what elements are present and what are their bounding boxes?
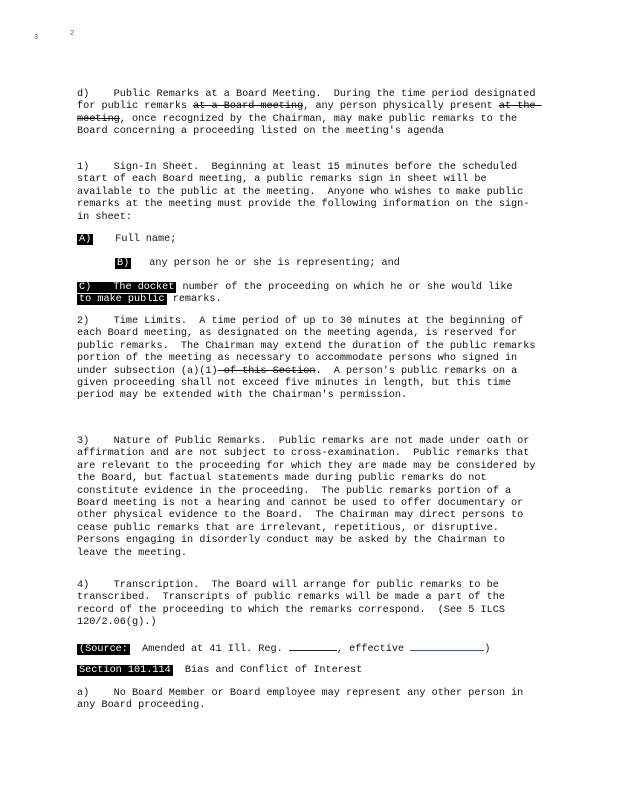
struck-text: at the meeting	[77, 101, 542, 125]
redacted-marker: B)	[117, 258, 130, 269]
list-item-a: A) Full name;	[79, 234, 177, 245]
margin-mark: 3	[34, 34, 39, 42]
paragraph-time-limits: 2) Time Limits. A time period of up to 30 minutes at the beginning of each Board meeting, as designated on the meeting agenda, is reserved for public remarks. The Chairman may extend the duration of the public remarks portion of the meeting as necessary to accommodate persons who signed in under subsection (a)(1) of this Section. A person's public remarks on a given proceeding shall not exceed five minutes in length, but this time period may be extended with the Chairman's permission.	[77, 316, 542, 402]
paragraph-nature-of-remarks: 3) Nature of Public Remarks. Public remarks are not made under oath or affirmation and are not subject to cross-examination. Public remarks that are relevant to the proceeding for which they are made may be considered by the Board, but factual statements made during public remarks do not constitute evidence in the proceeding. The public remarks portion of a Board meeting is not a hearing and cannot be used to offer documentary or other physical evidence to the Board. The Chairman may direct persons to cease public remarks that are irrelevant, repetitious, or disruptive. Persons engaging in disorderly conduct may be asked by the Chairman to leave the meeting.	[77, 436, 542, 559]
redacted-marker: A)	[79, 234, 92, 245]
redacted-text: The docket	[93, 282, 176, 293]
paragraph-d: d) Public Remarks at a Board Meeting. During the time period designated for public remarks at a Board meeting, any person physically present at the meeting, once recognized by the Chairman, may make public remarks to the Board concerning a proceeding listed on the meeting's agenda	[77, 89, 542, 138]
section-heading: Section 101.114 Bias and Conflict of Interest	[79, 665, 363, 676]
source-label: (Source:	[79, 644, 128, 655]
struck-text: of this Section	[217, 365, 316, 377]
list-item-b: B) any person he or she is representing; and	[117, 258, 400, 269]
paragraph-transcription: 4) Transcription. The Board will arrange for public remarks to be transcribed. Transcripts of public remarks will be made a part of the record of the proceeding to which the remarks correspond. (See 5 ILCS 120/2.06(g).)	[77, 580, 512, 629]
blank-line	[289, 641, 337, 651]
blank-line	[410, 641, 484, 651]
cross-reference: subsection (a)(1)	[113, 365, 218, 377]
source-note: (Source: Amended at 41 Ill. Reg. , effective )	[77, 641, 490, 655]
list-item-c: C) The docket number of the proceeding on which he or she would like to make public remarks.	[79, 282, 513, 306]
section-number: Section 101.114	[79, 665, 171, 676]
struck-text: at a Board meeting	[193, 101, 304, 113]
redacted-marker: C)	[79, 282, 92, 293]
paragraph-a-representation: a) No Board Member or Board employee may represent any other person in any Board proceeding.	[77, 688, 530, 712]
margin-mark: 2	[70, 30, 75, 38]
paragraph-sign-in-sheet: 1) Sign-In Sheet. Beginning at least 15 minutes before the scheduled start of each Board meeting, a public remarks sign in sheet will be available to the public at the meeting. Anyone who wishes to make public remarks at the meeting must provide the following information on the sign-in sheet:	[77, 162, 530, 223]
redacted-text: to make public	[79, 294, 165, 306]
